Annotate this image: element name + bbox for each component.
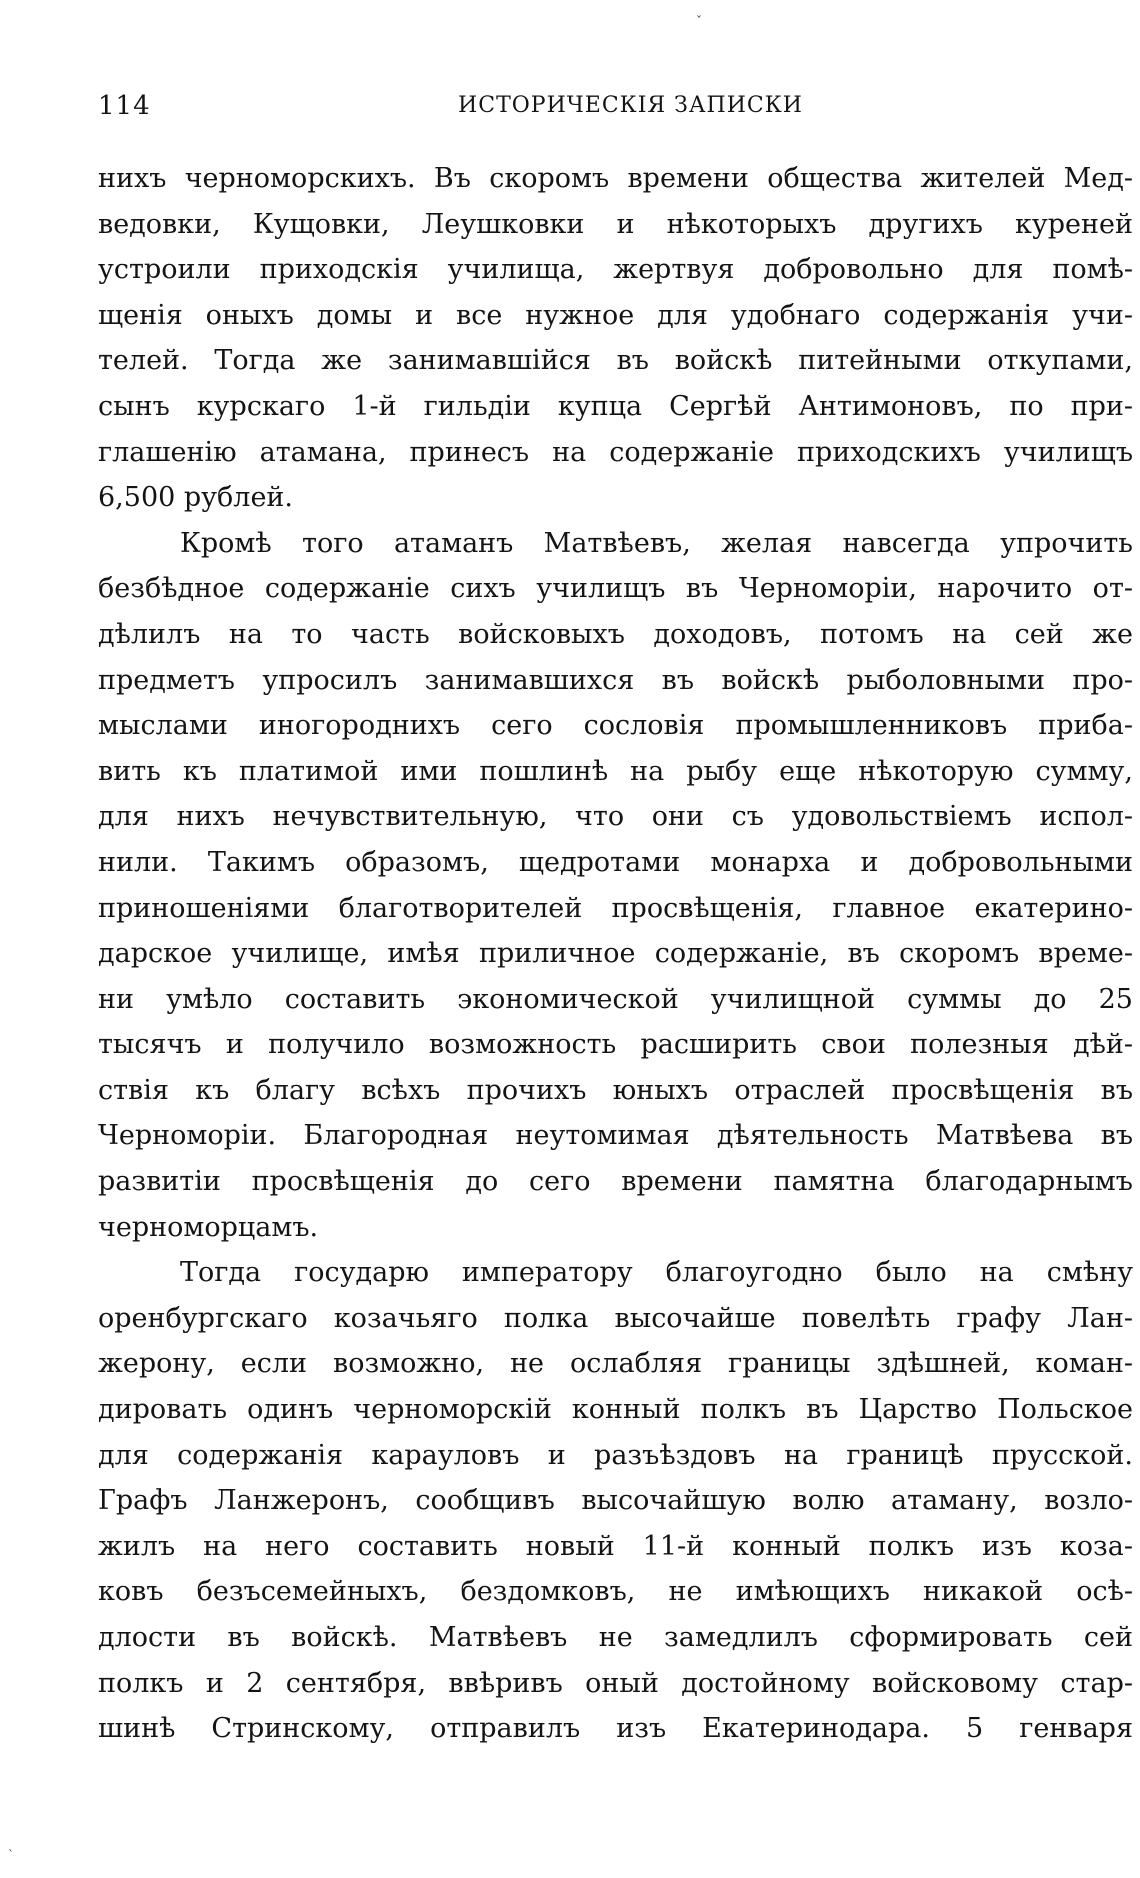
running-title: ИСТОРИЧЕСКІЯ ЗАПИСКИ [458,93,803,118]
text-line: шинѣ Стринскому, отправилъ изъ Екатеринодара. 5 генваря [98,1713,1133,1745]
paragraph-3 [98,1250,1133,1752]
text-line: жилъ на него составить новый 11-й конный полкъ изъ коза- [98,1530,1133,1562]
text-line: дарское училище, имѣя приличное содержаніе, въ скоромъ време- [98,938,1133,970]
text-line: ствія къ благу всѣхъ прочихъ юныхъ отраслей просвѣщенія въ [98,1074,1133,1106]
text-line: черноморцамъ. [98,1211,319,1243]
text-line: Графъ Ланжеронъ, сообщивъ высочайшую волю атаману, возло- [98,1485,1133,1517]
text-line: Черноморіи. Благородная неутомимая дѣятельность Матвѣева въ [98,1120,1133,1152]
paragraph-2 [98,521,1133,1251]
page-header [98,86,1133,126]
text-line: Кромѣ того атаманъ Матвѣевъ, желая навсегда упрочить [180,527,1133,559]
text-line: предметъ упросилъ занимавшихся въ войскѣ рыболовными про- [98,664,1133,696]
text-line: устроили приходскія училища, жертвуя добровольно для помѣ- [98,254,1133,286]
text-line: 6,500 рублей. [98,482,294,514]
text-line: тысячъ и получило возможность расширить свои полезныя дѣй- [98,1029,1133,1061]
text-line: безбѣдное содержаніе сихъ училищъ въ Черноморіи, нарочито от- [98,573,1133,605]
text-line: вить къ платимой ими пошлинѣ на рыбу еще нѣкоторую сумму, [98,755,1133,787]
text-line: нили. Такимъ образомъ, щедротами монарха и добровольными [98,846,1133,878]
text-line: мыслами иногороднихъ сего сословія промышленниковъ приба- [98,710,1133,742]
scan-speck: ˋ [8,1848,14,1862]
text-line: ковъ безъсемейныхъ, бездомковъ, не имѣющихъ никакой осѣ- [98,1576,1133,1608]
text-line: дировать одинъ черноморскій конный полкъ въ Царство Польское [98,1394,1133,1426]
scan-speck: ˇ [696,14,702,28]
text-line: щенія оныхъ домы и все нужное для удобнаго содержанія учи- [98,299,1133,331]
text-line: приношеніями благотворителей просвѣщенія, главное екатерино- [98,892,1133,924]
text-line: сынъ курскаго 1-й гильдіи купца Сергѣй Антимоновъ, по при- [98,390,1133,422]
text-line: глашенію атамана, принесъ на содержаніе приходскихъ училищъ [98,436,1133,468]
text-line: длости въ войскѣ. Матвѣевъ не замедлилъ сформировать сей [98,1622,1133,1653]
text-line: дѣлилъ на то часть войсковыхъ доходовъ, потомъ на сей же [98,618,1133,650]
text-line: ни умѣло составить экономической училищной суммы до 25 [98,983,1133,1015]
text-line: Тогда государю императору благоугодно было на смѣну [180,1257,1133,1289]
text-line: оренбургскаго козачьяго полка высочайше повелѣть графу Лан- [98,1302,1133,1334]
text-line: для нихъ нечувствительную, что они съ удовольствіемъ испол- [98,801,1133,833]
text-line: ведовки, Кущовки, Леушковки и нѣкоторыхъ другихъ куреней [98,208,1133,240]
text-line: для содержанія карауловъ и разъѣздовъ на границѣ прусской. [98,1439,1133,1471]
paragraph-1 [98,156,1133,521]
text-line: нихъ черноморскихъ. Въ скоромъ времени общества жителей Мед- [98,163,1133,194]
text-line: полкъ и 2 сентября, ввѣривъ оный достойному войсковому стар- [98,1667,1133,1699]
text-line: развитіи просвѣщенія до сего времени памятна благодарнымъ [98,1166,1133,1198]
body-text [98,156,1133,1752]
text-line: телей. Тогда же занимавшійся въ войскѣ питейными откупами, [98,345,1133,377]
text-line: жерону, если возможно, не ослабляя границы здѣшней, коман- [98,1348,1133,1380]
page-number: 114 [98,91,151,121]
